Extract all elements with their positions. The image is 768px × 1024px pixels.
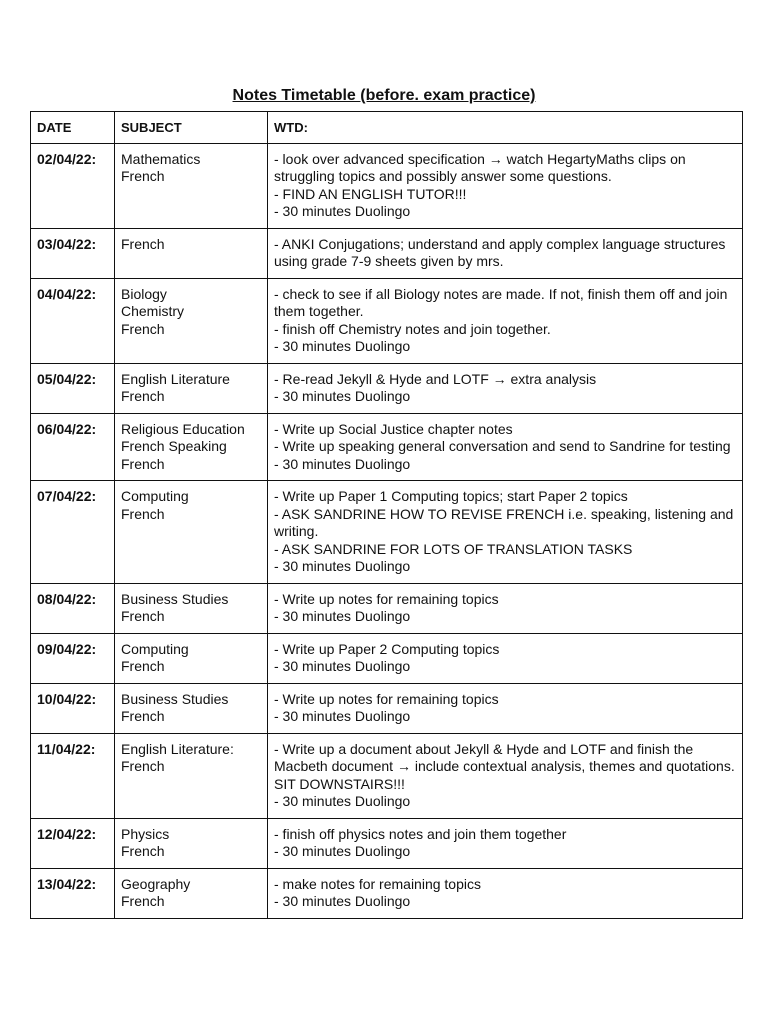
task-cell bbox=[268, 818, 743, 868]
date-cell: 02/04/22: bbox=[31, 143, 115, 228]
task-item: - finish off Chemistry notes and join together. bbox=[274, 320, 551, 337]
task-item: - look over advanced specification → watch HegartyMaths clips on struggling topics and possibly answer some questions. bbox=[274, 150, 686, 184]
task-cell bbox=[268, 868, 743, 918]
table-row bbox=[31, 868, 743, 918]
task-item: - Write up Paper 1 Computing topics; start Paper 2 topics bbox=[274, 488, 628, 504]
subject-cell bbox=[115, 143, 268, 228]
date-cell: 08/04/22: bbox=[31, 583, 115, 633]
task-item: - 30 minutes Duolingo bbox=[274, 708, 411, 724]
subject-item: French bbox=[121, 843, 165, 859]
subject-cell bbox=[115, 733, 268, 818]
header-subject: SUBJECT bbox=[115, 112, 268, 144]
task-cell bbox=[268, 583, 743, 633]
subject-item: French bbox=[121, 235, 165, 252]
date-cell: 06/04/22: bbox=[31, 413, 115, 481]
task-item: - 30 minutes Duolingo bbox=[274, 793, 411, 809]
task-item: - ASK SANDRINE FOR LOTS OF TRANSLATION TASKS bbox=[274, 540, 633, 557]
timetable-body bbox=[31, 143, 743, 918]
date-cell: 12/04/22: bbox=[31, 818, 115, 868]
subject-cell bbox=[115, 228, 268, 278]
subject-cell bbox=[115, 481, 268, 584]
subject-item: Mathematics bbox=[121, 150, 201, 167]
table-row bbox=[31, 278, 743, 363]
subject-cell bbox=[115, 363, 268, 413]
subject-item: Religious Education bbox=[121, 420, 245, 437]
header-row bbox=[31, 112, 743, 144]
subject-cell bbox=[115, 818, 268, 868]
header-wtd: WTD: bbox=[268, 112, 743, 144]
task-item: - Write up notes for remaining topics bbox=[274, 690, 499, 707]
date-cell: 09/04/22: bbox=[31, 633, 115, 683]
task-item: - 30 minutes Duolingo bbox=[274, 893, 411, 909]
table-row bbox=[31, 633, 743, 683]
task-item: - 30 minutes Duolingo bbox=[274, 608, 411, 624]
date-cell: 11/04/22: bbox=[31, 733, 115, 818]
subject-item: French bbox=[121, 505, 165, 522]
subject-cell bbox=[115, 583, 268, 633]
table-row bbox=[31, 228, 743, 278]
date-cell: 04/04/22: bbox=[31, 278, 115, 363]
subject-item: French bbox=[121, 608, 165, 624]
subject-item: French bbox=[121, 708, 165, 724]
task-item: - 30 minutes Duolingo bbox=[274, 843, 411, 859]
task-item: - 30 minutes Duolingo bbox=[274, 658, 411, 674]
subject-item: French bbox=[121, 388, 165, 404]
table-row bbox=[31, 583, 743, 633]
task-item: - check to see if all Biology notes are made. If not, finish them off and join them together. bbox=[274, 285, 728, 319]
task-cell bbox=[268, 413, 743, 481]
subject-item: Geography bbox=[121, 875, 191, 892]
task-item: - ANKI Conjugations; understand and apply complex language structures using grade 7-9 sheets given by mrs. bbox=[274, 235, 726, 269]
subject-item: French bbox=[121, 455, 165, 472]
date-cell: 10/04/22: bbox=[31, 683, 115, 733]
task-cell bbox=[268, 633, 743, 683]
task-item: - Write up Paper 2 Computing topics bbox=[274, 640, 500, 657]
table-row bbox=[31, 683, 743, 733]
task-cell bbox=[268, 683, 743, 733]
date-cell: 05/04/22: bbox=[31, 363, 115, 413]
date-cell: 07/04/22: bbox=[31, 481, 115, 584]
task-item: - Write up Social Justice chapter notes bbox=[274, 420, 513, 437]
subject-item: Physics bbox=[121, 825, 170, 842]
task-item: - finish off physics notes and join them together bbox=[274, 825, 567, 842]
date-cell: 03/04/22: bbox=[31, 228, 115, 278]
subject-cell bbox=[115, 633, 268, 683]
table-row bbox=[31, 143, 743, 228]
subject-cell bbox=[115, 683, 268, 733]
task-item: - FIND AN ENGLISH TUTOR!!! bbox=[274, 185, 467, 202]
table-row bbox=[31, 481, 743, 584]
task-cell bbox=[268, 278, 743, 363]
subject-item: French bbox=[121, 658, 165, 674]
table-row bbox=[31, 413, 743, 481]
task-cell bbox=[268, 481, 743, 584]
task-item: - make notes for remaining topics bbox=[274, 875, 481, 892]
subject-item: Business Studies bbox=[121, 690, 229, 707]
task-item: - 30 minutes Duolingo bbox=[274, 203, 411, 219]
task-item: - Write up notes for remaining topics bbox=[274, 590, 499, 607]
table-row bbox=[31, 733, 743, 818]
task-item: - 30 minutes Duolingo bbox=[274, 455, 411, 472]
task-item: - ASK SANDRINE HOW TO REVISE FRENCH i.e. speaking, listening and writing. bbox=[274, 505, 734, 539]
task-item: - Re-read Jekyll & Hyde and LOTF → extra analysis bbox=[274, 370, 597, 387]
task-item: - 30 minutes Duolingo bbox=[274, 558, 411, 574]
timetable bbox=[30, 111, 743, 919]
task-item: - Write up speaking general conversation and send to Sandrine for testing bbox=[274, 438, 731, 454]
header-date: DATE bbox=[31, 112, 115, 144]
subject-item: Business Studies bbox=[121, 590, 229, 607]
date-cell: 13/04/22: bbox=[31, 868, 115, 918]
task-item: - Write up a document about Jekyll & Hyde and LOTF and finish the Macbeth document → include contextual analysis, themes and quotations. SIT DOWNSTAIRS!!! bbox=[274, 740, 735, 792]
task-cell bbox=[268, 228, 743, 278]
task-item: - 30 minutes Duolingo bbox=[274, 388, 411, 404]
task-item: - 30 minutes Duolingo bbox=[274, 338, 411, 354]
subject-cell bbox=[115, 413, 268, 481]
subject-item: Computing bbox=[121, 640, 189, 657]
subject-item: French bbox=[121, 758, 165, 774]
subject-cell bbox=[115, 868, 268, 918]
subject-item: English Literature bbox=[121, 370, 230, 387]
task-cell bbox=[268, 733, 743, 818]
subject-item: French bbox=[121, 168, 165, 184]
task-cell bbox=[268, 363, 743, 413]
subject-item: French bbox=[121, 320, 165, 337]
task-cell bbox=[268, 143, 743, 228]
subject-item: French bbox=[121, 893, 165, 909]
subject-item: French Speaking bbox=[121, 438, 227, 454]
subject-item: Biology bbox=[121, 285, 167, 302]
subject-item: English Literature: bbox=[121, 740, 234, 757]
subject-item: Computing bbox=[121, 488, 189, 504]
table-row bbox=[31, 363, 743, 413]
subject-cell bbox=[115, 278, 268, 363]
table-row bbox=[31, 818, 743, 868]
subject-item: Chemistry bbox=[121, 303, 185, 319]
page-title: Notes Timetable (before. exam practice) bbox=[232, 87, 536, 104]
